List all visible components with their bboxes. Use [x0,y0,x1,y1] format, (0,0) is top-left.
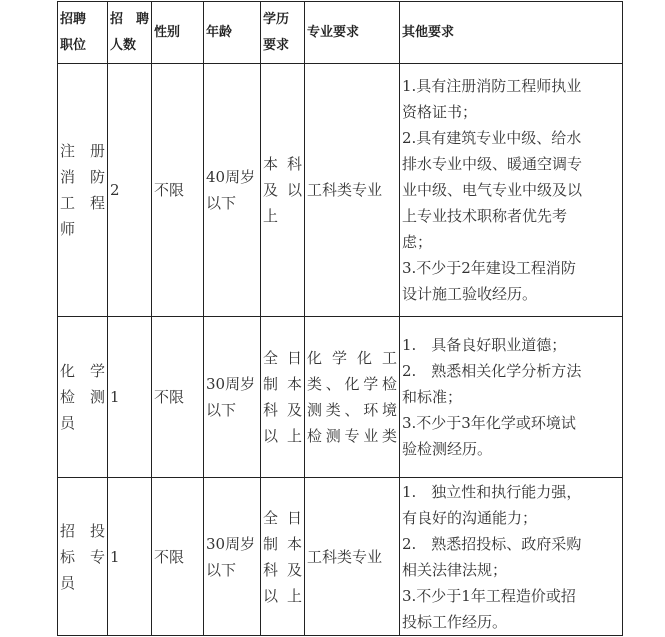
cell-age: 30周岁 以下 [204,317,261,478]
cell-other: 1. 具备良好职业道德； 2. 熟悉相关化学分析方法 和标准； 3.不少于3年化学或环境试 验检测经历。 [400,317,623,478]
cell-age: 30周岁 以下 [204,478,261,636]
cell-count: 2 [108,64,152,317]
cell-age: 40周岁 以下 [204,64,261,317]
cell-major: 化学化工 类、化学检 测类、环境 检测专业类 [305,317,400,478]
cell-gender: 不限 [152,64,204,317]
recruitment-table [57,1,623,636]
header-age: 年龄 [204,2,261,64]
header-education: 学历 要求 [261,2,305,64]
header-count: 招 聘 人数 [108,2,152,64]
header-major: 专业要求 [305,2,400,64]
table-row [58,478,623,636]
header-other: 其他要求 [400,2,623,64]
table-row [58,64,623,317]
cell-count: 1 [108,317,152,478]
table-row [58,317,623,478]
cell-count: 1 [108,478,152,636]
cell-gender: 不限 [152,478,204,636]
cell-education: 全日 制本 科及 以上 [261,317,305,478]
cell-position: 招 投 标 专 员 [58,478,108,636]
header-gender: 性别 [152,2,204,64]
cell-education: 本科 及以 上 [261,64,305,317]
cell-other: 1. 独立性和执行能力强， 有良好的沟通能力； 2. 熟悉招投标、政府采购 相关法律法规； 3.不少于1年工程造价或招 投标工作经历。 [400,478,623,636]
cell-position: 注 册 消 防 工 程 师 [58,64,108,317]
cell-major: 工科类专业 [305,478,400,636]
cell-position: 化 学 检 测 员 [58,317,108,478]
cell-major: 工科类专业 [305,64,400,317]
cell-education: 全日 制本 科及 以上 [261,478,305,636]
header-row [58,2,623,64]
cell-gender: 不限 [152,317,204,478]
header-position: 招聘 职位 [58,2,108,64]
cell-other: 1.具有注册消防工程师执业 资格证书； 2.具有建筑专业中级、给水 排水专业中级、暖通空调专 业中级、电气专业中级及以 上专业技术职称者优先考 虑； 3.不少于2年建设工程消防 设计施工验收经历。 [400,64,623,317]
